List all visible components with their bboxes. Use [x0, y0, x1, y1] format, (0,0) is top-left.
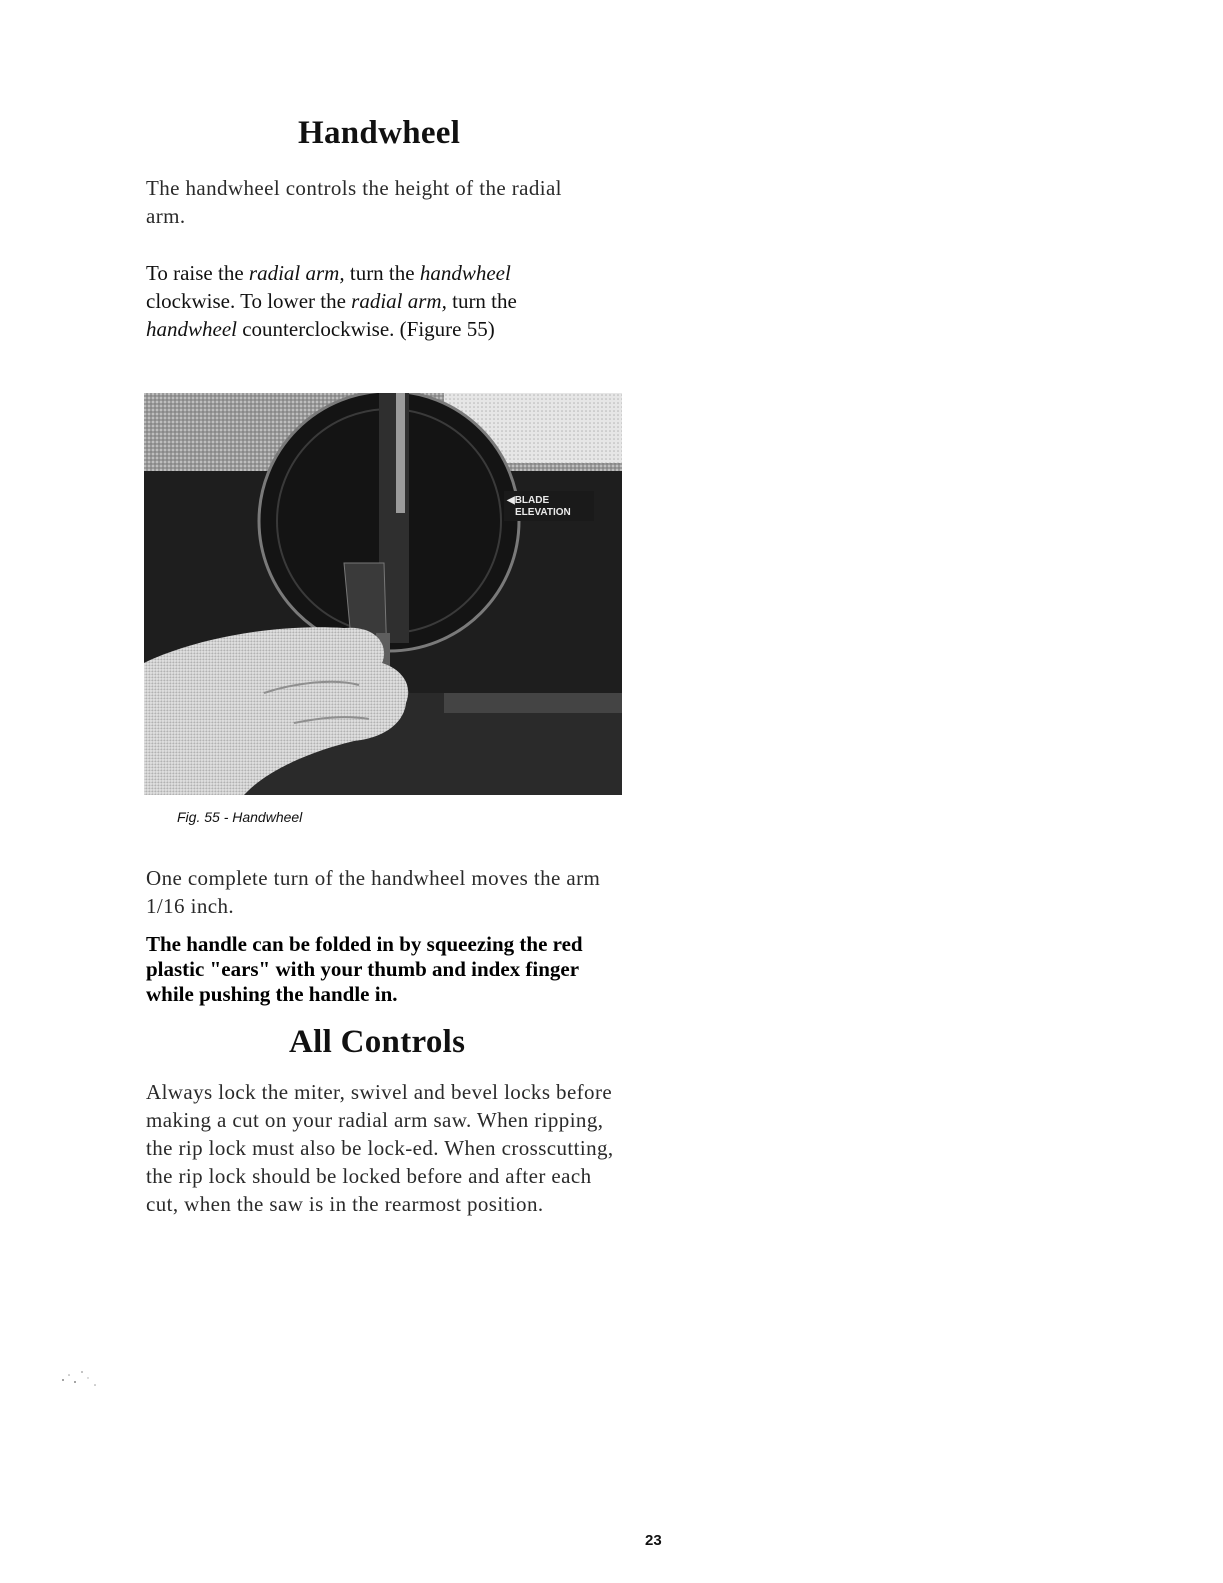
page-number: 23	[645, 1532, 662, 1549]
term-handwheel: handwheel	[146, 317, 237, 341]
fold-handle-paragraph: The handle can be folded in by squeezing the red plastic "ears" with your thumb and index finger while pushing the handle in.	[146, 932, 583, 1006]
term-radial-arm: radial arm,	[351, 289, 447, 313]
text-run: turn the	[446, 289, 517, 313]
handwheel-heading: Handwheel	[298, 115, 461, 151]
scan-speck-mark	[55, 1360, 115, 1390]
text-run: To raise the	[146, 261, 249, 285]
figure-caption: Fig. 55 - Handwheel	[177, 809, 303, 825]
blade-elevation-label-line1: ◀BLADE	[507, 495, 550, 506]
all-controls-heading: All Controls	[289, 1024, 466, 1060]
text-run: clockwise. To lower the	[146, 289, 352, 313]
text-run: turn the	[344, 261, 420, 285]
term-handwheel: handwheel	[419, 261, 511, 285]
handwheel-photo-illustration	[144, 393, 622, 795]
term-radial-arm: radial arm,	[248, 261, 345, 285]
blade-elevation-label-line2: ELEVATION	[515, 507, 571, 518]
raise-lower-paragraph	[146, 259, 596, 343]
lock-instructions-paragraph: Always lock the miter, swivel and bevel locks before making a cut on your radial arm saw. When ripping, the rip lock must also be lock-ed. When crosscutting, the rip lock should be locked before and after each cut, when the saw is in the rearmost position.	[146, 1080, 614, 1216]
handwheel-intro-paragraph: The handwheel controls the height of the radial arm.	[146, 176, 562, 228]
turn-ratio-paragraph: One complete turn of the handwheel moves the arm 1/16 inch.	[146, 866, 601, 918]
handwheel-photo	[144, 393, 622, 795]
text-run: counterclockwise. (Figure 55)	[236, 317, 495, 341]
